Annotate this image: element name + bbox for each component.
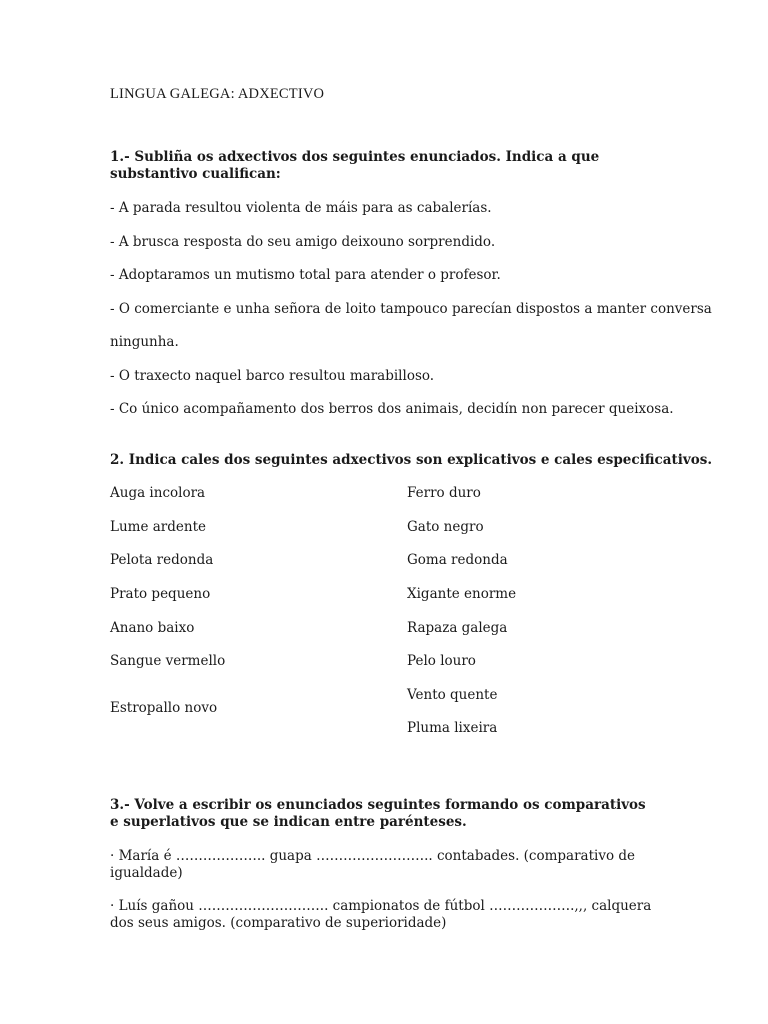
- section1-heading: 1.- Subliña os adxectivos dos seguintes enunciados. Indica a que substantivo cualifican:: [110, 149, 600, 182]
- section1-line: ningunha.: [110, 334, 179, 350]
- section1-line: - Co único acompañamento dos berros dos animais, decidín non parecer queixosa.: [110, 401, 674, 417]
- adjective-right: Xigante enorme: [407, 586, 517, 602]
- section2-heading: 2. Indica cales dos seguintes adxectivos son explicativos e cales especificativos.: [110, 452, 713, 468]
- section1-line: - O traxecto naquel barco resultou marabilloso.: [110, 368, 435, 384]
- section3-item: · María é ……………….. guapa …………………….. contabades. (comparativo de igualdade): [110, 848, 636, 881]
- adjective-right: Gato negro: [407, 519, 484, 535]
- section3-heading: 3.- Volve a escribir os enunciados seguintes formando os comparativos e superlativos que se indican entre parénteses.: [110, 797, 646, 830]
- page-title: LINGUA GALEGA: ADXECTIVO: [110, 86, 325, 102]
- adjective-right: Pelo louro: [407, 653, 476, 669]
- adjective-right: Ferro duro: [407, 485, 481, 501]
- section3-item: · Luís gañou ……………………….. campionatos de fútbol ……………….,,, calquera dos seus amigos. (comparativo de superioridade): [110, 898, 652, 931]
- adjective-left: Lume ardente: [110, 519, 206, 535]
- section1-line: - A brusca resposta do seu amigo deixouno sorprendido.: [110, 234, 496, 250]
- section1-line: - Adoptaramos un mutismo total para atender o profesor.: [110, 267, 501, 283]
- adjective-right: Vento quente: [407, 687, 498, 703]
- adjective-right: Pluma lixeira: [407, 720, 498, 736]
- adjective-left: Pelota redonda: [110, 552, 214, 568]
- adjective-left: Sangue vermello: [110, 653, 226, 669]
- adjective-left: Estropallo novo: [110, 700, 218, 716]
- adjective-left: Anano baixo: [110, 620, 195, 636]
- adjective-left: Auga incolora: [110, 485, 206, 501]
- section1-line: - O comerciante e unha señora de loito tampouco parecían dispostos a manter conversa: [110, 301, 712, 317]
- section1-line: - A parada resultou violenta de máis para as cabalerías.: [110, 200, 492, 216]
- adjective-right: Rapaza galega: [407, 620, 508, 636]
- adjective-right: Goma redonda: [407, 552, 508, 568]
- adjective-left: Prato pequeno: [110, 586, 211, 602]
